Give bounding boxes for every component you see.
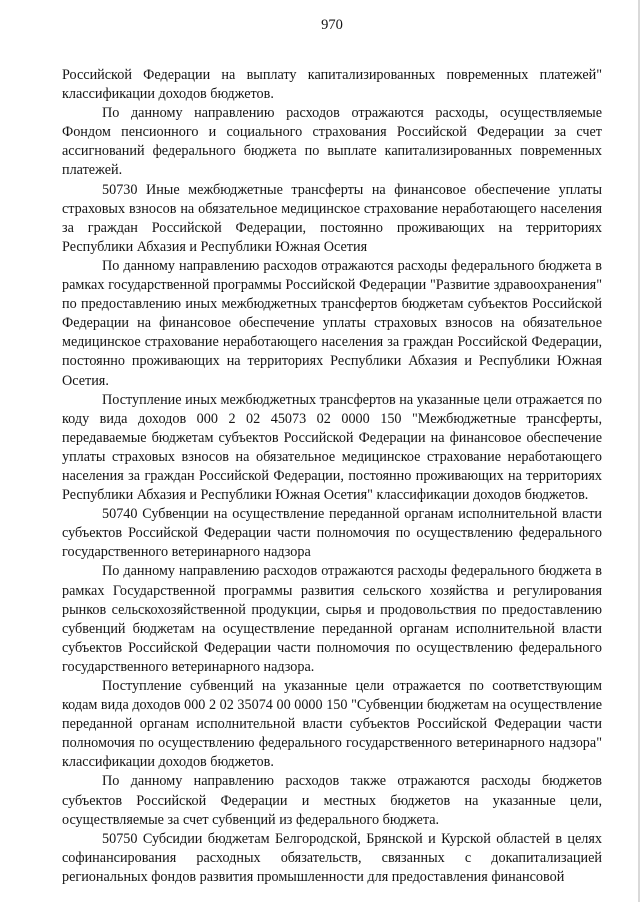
paragraph-6-section-50740: 50740 Субвенции на осуществление переданной органам исполнительной власти субъектов Российской Федерации части полномочия по осуществлению федерального государственного ветеринарного надзора [62,506,602,561]
page-number: 970 [321,17,343,33]
paragraph-3-section-50730: 50730 Иные межбюджетные трансферты на финансовое обеспечение уплаты страховых взносов на обязательное медицинское страхование неработающего населения за граждан Российской Федерации, постоянно проживающих на территориях Республики Абхазия и Республики Южная Осетия [62,181,602,255]
paragraph-1: Российской Федерации на выплату капитализированных повременных платежей" классификации доходов бюджетов. [62,67,602,103]
paragraph-2: По данному направлению расходов отражаются расходы, осуществляемые Фондом пенсионного и социального страхования Российской Федерации за счет ассигнований федерального бюджета по выплате капитализированных повременных платежей. [62,105,602,179]
paragraph-5: Поступление иных межбюджетных трансфертов на указанные цели отражается по коду вида доходов 000 2 02 45073 02 0000 150 "Межбюджетные трансферты, передаваемые бюджетам субъектов Российской Федерации на финансовое обеспечение уплаты страховых взносов на обязательное медицинское страхование неработающего населения за граждан Российской Федерации, постоянно проживающих на территориях Республики Абхазия и Республики Южная Осетия" классификации доходов бюджетов. [62,391,602,504]
paragraph-4: По данному направлению расходов отражаются расходы федерального бюджета в рамках государственной программы Российской Федерации "Развитие здравоохранения" по предоставлению иных межбюджетных трансфертов бюджетам субъектов Российской Федерации на финансовое обеспечение уплаты страховых взносов на обязательное медицинское страхование неработающего населения за граждан Российской Федерации, постоянно проживающих на территориях Республики Абхазия и Республики Южная Осетия. [62,257,602,389]
paragraph-9: По данному направлению расходов также отражаются расходы бюджетов субъектов Российской Федерации и местных бюджетов на указанные цели, осуществляемые за счет субвенций из федерального бюджета. [62,773,602,828]
paragraph-7: По данному направлению расходов отражаются расходы федерального бюджета в рамках Государственной программы развития сельского хозяйства и регулирования рынков сельскохозяйственной продукции, сырья и продовольствия по предоставлению субвенций бюджетам на осуществление переданной органам исполнительной власти субъектов Российской Федерации части полномочия по осуществлению федерального государственного ветеринарного надзора. [62,563,602,675]
document-body [62,66,602,887]
paragraph-10-section-50750: 50750 Субсидии бюджетам Белгородской, Брянской и Курской областей в целях софинансирования расходных обязательств, связанных с докапитализацией региональных фондов развития промышленности для предоставления финансовой [62,830,602,885]
paragraph-8: Поступление субвенций на указанные цели отражается по соответствующим кодам вида доходов 000 2 02 35074 00 0000 150 "Субвенции бюджетам на осуществление переданной органам исполнительной власти субъектов Российской Федерации части полномочия по осуществлению федерального государственного ветеринарного надзора" классификации доходов бюджетов. [62,678,602,771]
